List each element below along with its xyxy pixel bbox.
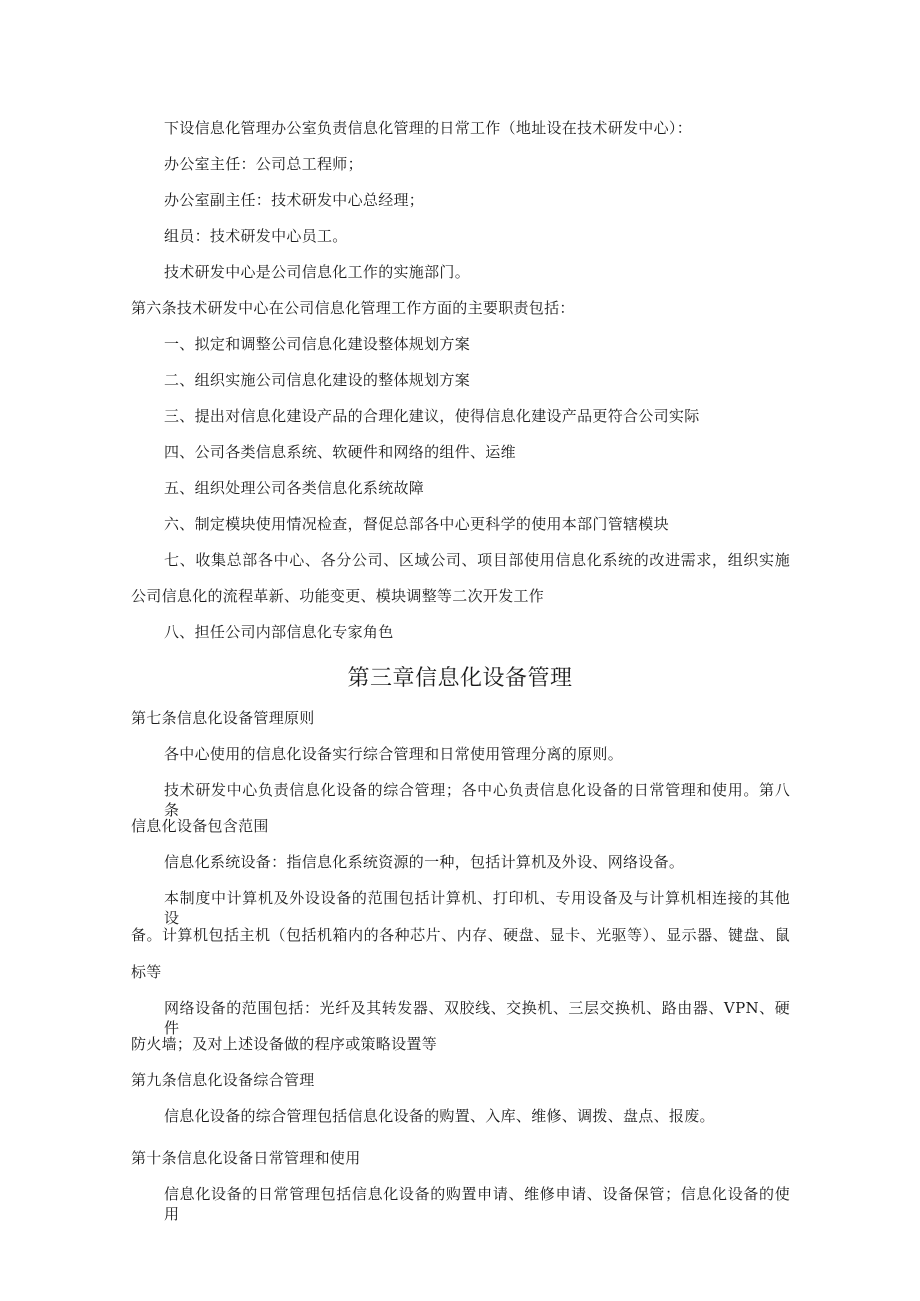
article-6-title: 第六条技术研发中心在公司信息化管理工作方面的主要职责包括： bbox=[131, 299, 575, 317]
paragraph-line: 技术研发中心负责信息化设备的综合管理；各中心负责信息化设备的日常管理和使用。第八条 bbox=[164, 781, 790, 819]
article-7-title: 第七条信息化设备管理原则 bbox=[131, 709, 315, 727]
paragraph-line: 信息化设备包含范围 bbox=[131, 817, 269, 835]
paragraph-line: 防火墙；及对上述设备做的程序或策略设置等 bbox=[131, 1035, 438, 1053]
intro-line: 办公室主任：公司总工程师； bbox=[164, 155, 363, 173]
intro-line: 下设信息化管理办公室负责信息化管理的日常工作（地址设在技术研发中心）： bbox=[164, 119, 693, 137]
list-item-continuation: 公司信息化的流程革新、功能变更、模块调整等二次开发工作 bbox=[131, 587, 545, 605]
intro-line: 办公室副主任：技术研发中心总经理； bbox=[164, 191, 425, 209]
list-item: 三、提出对信息化建设产品的合理化建议，使得信息化建设产品更符合公司实际 bbox=[164, 407, 700, 425]
list-item: 二、组织实施公司信息化建设的整体规划方案 bbox=[164, 371, 471, 389]
list-item: 四、公司各类信息系统、软硬件和网络的组件、运维 bbox=[164, 443, 516, 461]
paragraph-line: 备。计算机包括主机（包括机箱内的各种芯片、内存、硬盘、显卡、光驱等）、显示器、键盘、鼠 bbox=[131, 926, 790, 944]
paragraph-line: 信息化系统设备：指信息化系统资源的一种，包括计算机及外设、网络设备。 bbox=[164, 853, 685, 871]
paragraph-line: 网络设备的范围包括：光纤及其转发器、双胶线、交换机、三层交换机、路由器、VPN、硬件 bbox=[164, 999, 790, 1037]
intro-line: 组员：技术研发中心员工。 bbox=[164, 227, 348, 245]
intro-line: 技术研发中心是公司信息化工作的实施部门。 bbox=[164, 263, 471, 281]
list-item: 七、收集总部各中心、各分公司、区域公司、项目部使用信息化系统的改进需求，组织实施 bbox=[164, 551, 790, 569]
list-item: 一、拟定和调整公司信息化建设整体规划方案 bbox=[164, 335, 471, 353]
paragraph-line: 本制度中计算机及外设设备的范围包括计算机、打印机、专用设备及与计算机相连接的其他设 bbox=[164, 889, 790, 927]
paragraph-line: 标等 bbox=[131, 963, 162, 981]
list-item: 六、制定模块使用情况检查，督促总部各中心更科学的使用本部门管辖模块 bbox=[164, 515, 669, 533]
paragraph-line: 各中心使用的信息化设备实行综合管理和日常使用管理分离的原则。 bbox=[164, 745, 624, 763]
paragraph-line: 信息化设备的日常管理包括信息化设备的购置申请、维修申请、设备保管；信息化设备的使用 bbox=[164, 1185, 790, 1223]
article-10-title: 第十条信息化设备日常管理和使用 bbox=[131, 1149, 361, 1167]
list-item: 八、担任公司内部信息化专家角色 bbox=[164, 623, 394, 641]
paragraph-line: 信息化设备的综合管理包括信息化设备的购置、入库、维修、调拨、盘点、报废。 bbox=[164, 1107, 715, 1125]
list-item: 五、组织处理公司各类信息化系统故障 bbox=[164, 479, 425, 497]
article-9-title: 第九条信息化设备综合管理 bbox=[131, 1071, 315, 1089]
chapter-heading: 第三章信息化设备管理 bbox=[347, 666, 573, 691]
